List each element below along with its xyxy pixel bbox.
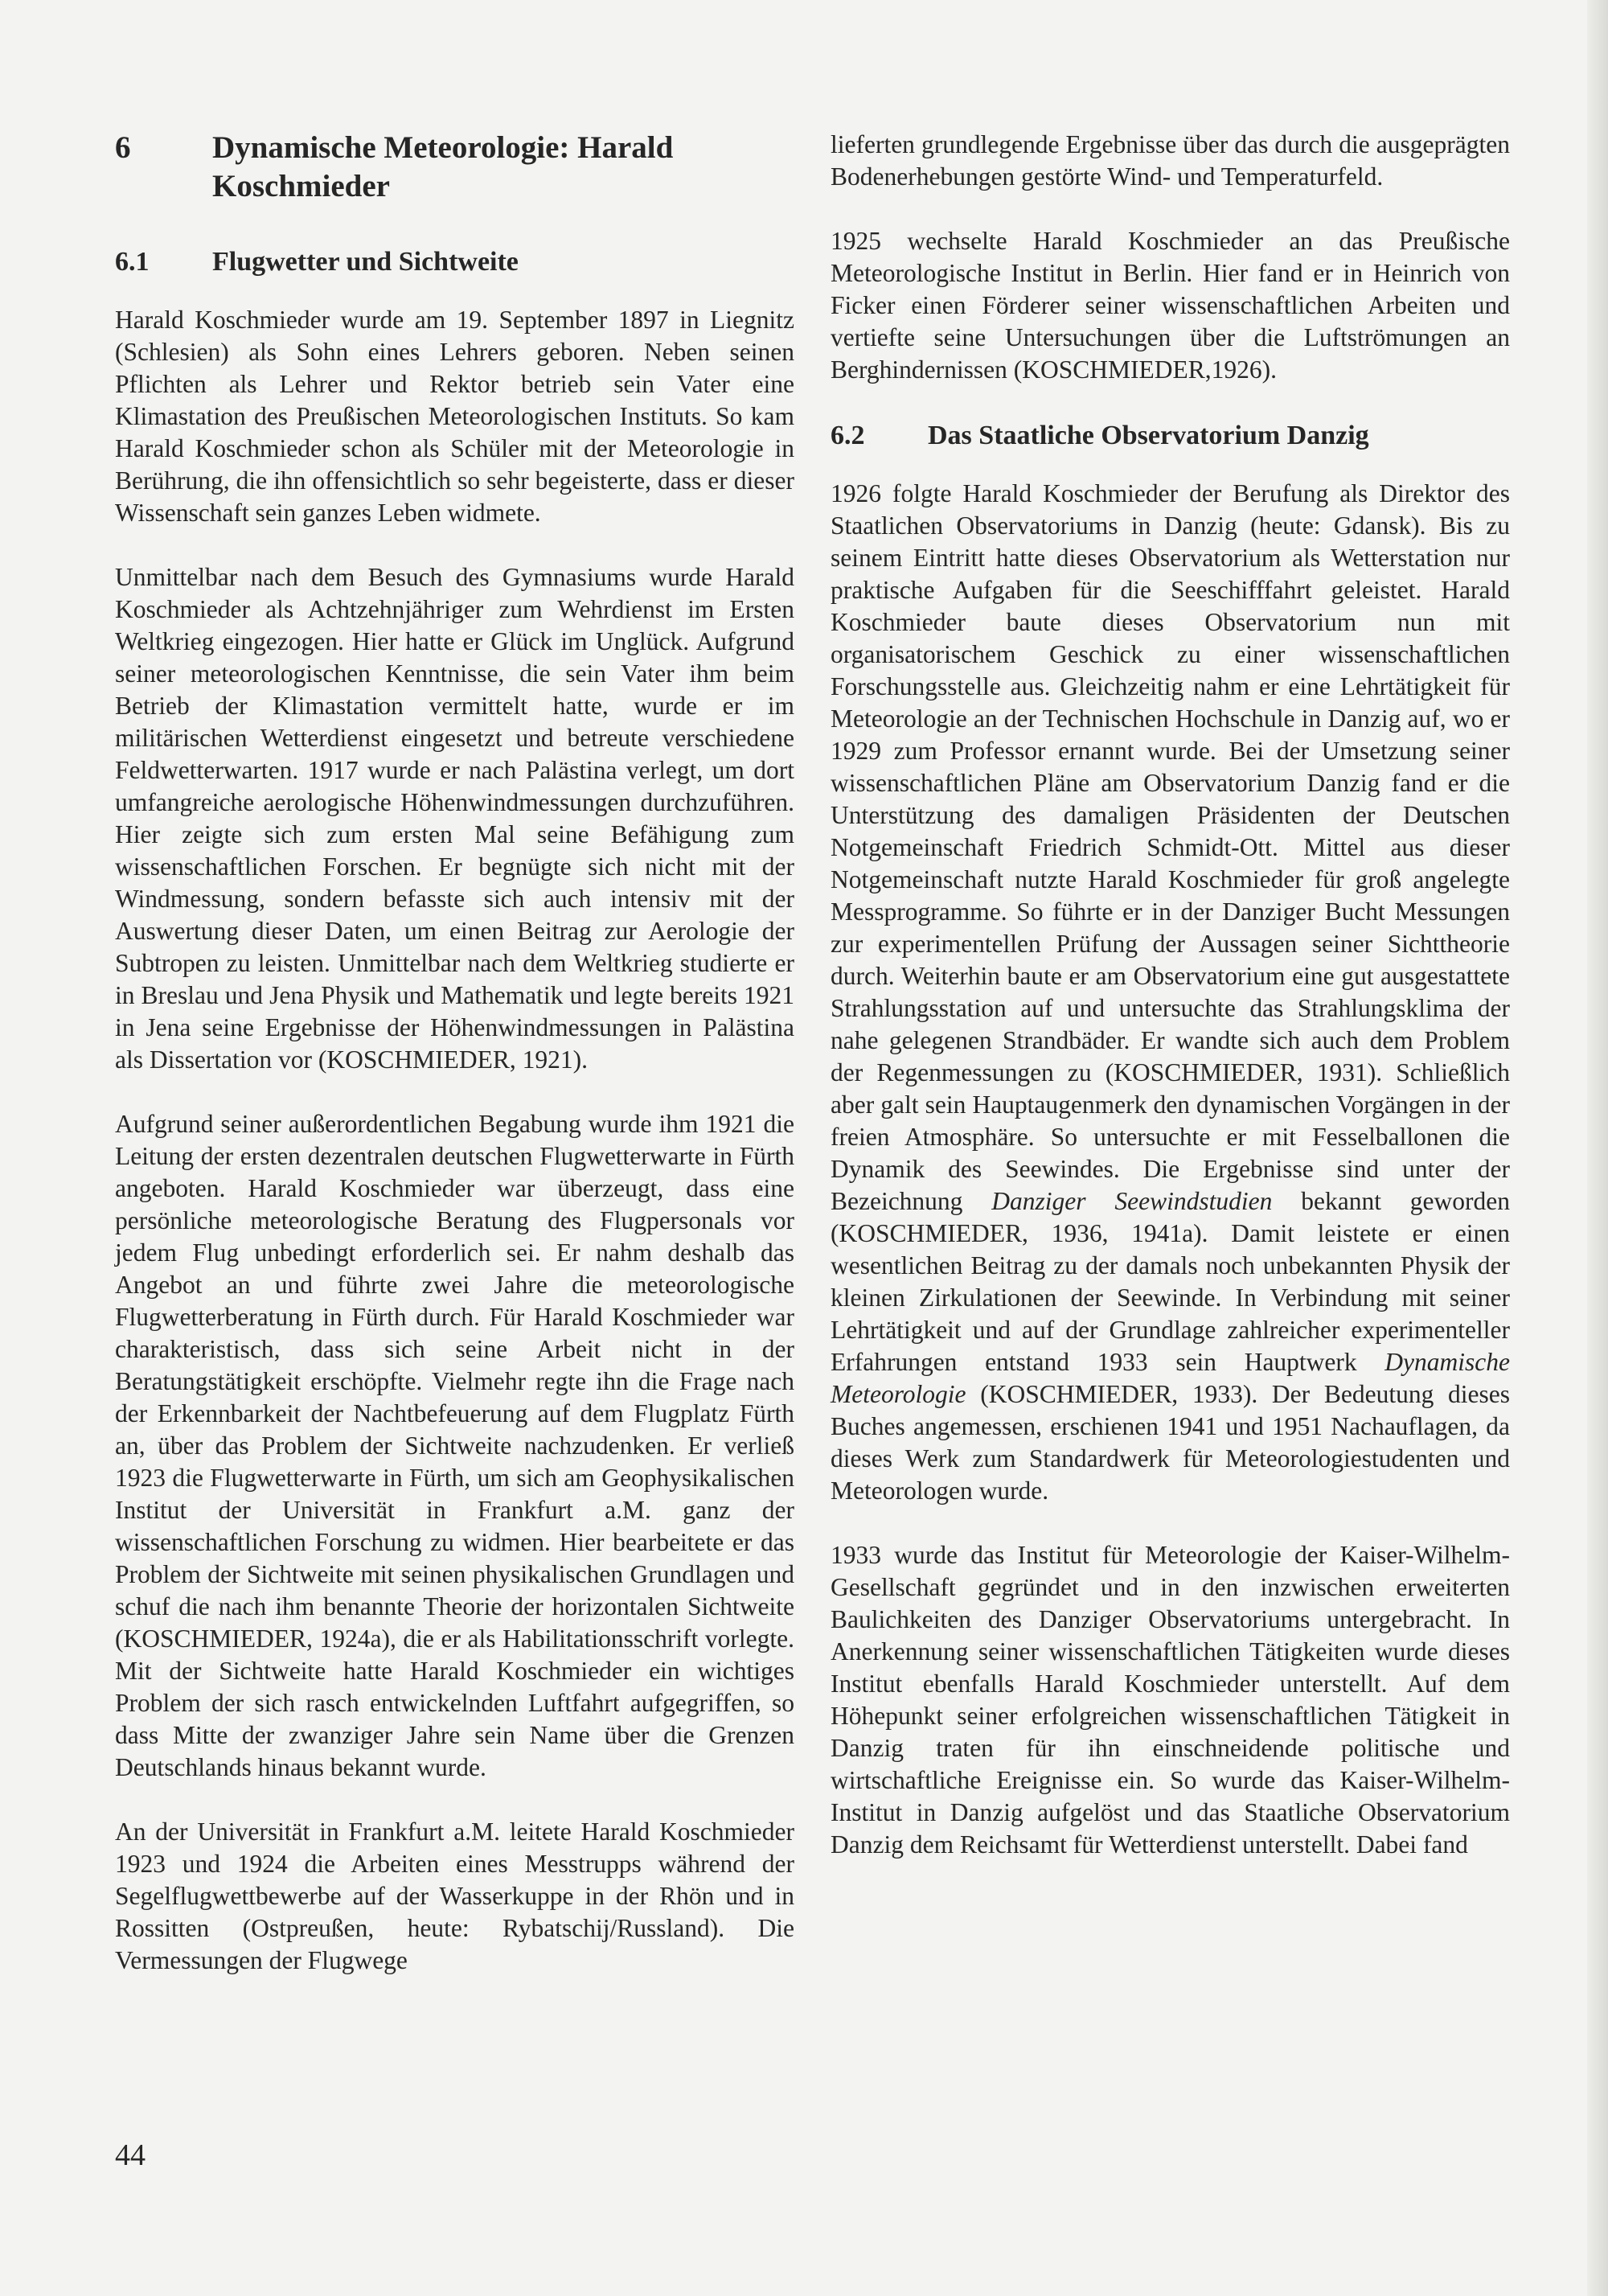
chapter-title: Dynamische Meteorologie: Harald Koschmieder: [212, 130, 674, 203]
paragraph: An der Universität in Frankfurt a.M. leitete Harald Koschmieder 1923 und 1924 die Arbeiten eines Messtrupps während der Segelflugwettbewerbe auf der Wasserkuppe in der Rhön und in Rossitten (Ostpreußen, heute: Rybatschij/Russland). Die Vermessungen der Flugwege: [115, 1817, 794, 1974]
italic-title: Danziger Seewindstudien: [991, 1187, 1273, 1215]
section-number: 6.1: [115, 247, 150, 277]
section-number: 6.2: [831, 421, 865, 450]
section-heading-6-1: [115, 244, 794, 280]
chapter-heading: [115, 129, 794, 206]
paragraph: 1925 wechselte Harald Koschmieder an das Preußische Meteorologische Institut in Berlin. Hier fand er in Heinrich von Ficker einen Förderer seiner wissenschaftlichen Arbeiten und vertiefte seine Untersuchungen über die Luftströmungen an Berghindernissen (KOSCHMIEDER,1926).: [831, 227, 1510, 384]
text-run: 1926 folgte Harald Koschmieder der Berufung als Direktor des Staatlichen Observatoriums in Danzig (heute: Gdansk). Bis zu seinem Eintritt hatte dieses Observatorium als Wetterstation nur praktische Aufgaben für die Seeschifffahrt geleistet. Harald Koschmieder baute dieses Observatorium nun mit organisatorischem Geschick zu einer wissenschaftlichen Forschungsstelle aus. Gleichzeitig nahm er eine Lehrtätigkeit für Meteorologie an der Technischen Hochschule in Danzig auf, wo er 1929 zum Professor ernannt wurde. Bei der Umsetzung seiner wissenschaftlichen Pläne am Observatorium Danzig fand er die Unterstützung des damaligen Präsidenten der Deutschen Notgemeinschaft Friedrich Schmidt-Ott. Mittel aus dieser Notgemeinschaft nutzte Harald Koschmieder für groß angelegte Messprogramme. So führte er in der Danziger Bucht Messungen zur experimentellen Prüfung der Aussagen seiner Sichttheorie durch. Weiterhin baute er am Observatorium eine gut ausgestattete Strahlungsstation auf und untersuchte das Strahlungsklima der nahe gelegenen Strandbäder. Er wandte sich auch dem Problem der Regenmessungen zu (KOSCHMIEDER, 1931). Schließlich aber galt sein Hauptaugenmerk den dynamischen Vorgängen in der freien Atmosphäre. So untersuchte er mit Fesselballonen die Dynamik des Seewindes. Die Ergebnisse sind unter der Bezeichnung: [831, 479, 1510, 1215]
text-run: (KOSCHMIEDER, 1933). Der Bedeutung dieses Buches angemessen, erschienen 1941 und 1951 Nachauflagen, da dieses Werk zum Standardwerk für Meteorologiestudenten und Meteorologen wurde.: [831, 1380, 1511, 1505]
paragraph: lieferten grundlegende Ergebnisse über das durch die ausgeprägten Bodenerhebungen gestörte Wind- und Temperaturfeld.: [831, 130, 1510, 191]
text-run: bekannt geworden (KOSCHMIEDER, 1936, 1941a). Damit leistete er einen wesentlichen Beitrag zu der damals noch unbekannten Physik der kleinen Zirkulationen der Seewinde. In Verbindung mit seiner Lehrtätigkeit und auf der Grundlage zahlreicher experimenteller Erfahrungen entstand 1933 sein Hauptwerk: [831, 1187, 1511, 1376]
page-edge-shadow: [1587, 0, 1608, 2296]
page-number: 44: [115, 2138, 146, 2172]
right-column: [831, 129, 1510, 1893]
italic-title: Dynamische Meteorologie: [831, 1348, 1510, 1408]
left-column: [115, 129, 794, 2009]
paragraph: [831, 478, 1510, 1507]
paragraph: 1933 wurde das Institut für Meteorologie der Kaiser-Wilhelm-Gesellschaft gegründet und in den inzwischen erweiterten Baulichkeiten des Danziger Observatoriums untergebracht. In Anerkennung seiner wissenschaftlichen Tätigkeiten wurde dieses Institut ebenfalls Harald Koschmieder unterstellt. Auf dem Höhepunkt seiner erfolgreichen wissenschaftlichen Tätigkeit in Danzig traten für ihn einschneidende politische und wirtschaftliche Ereignisse ein. So wurde das Kaiser-Wilhelm-Institut in Danzig aufgelöst und das Staatliche Observatorium Danzig dem Reichsamt für Wetterdienst unterstellt. Dabei fand: [831, 1541, 1510, 1859]
section-title: Das Staatliche Observatorium Danzig: [928, 421, 1369, 450]
paragraph: Harald Koschmieder wurde am 19. September 1897 in Liegnitz (Schlesien) als Sohn eines Lehrers geboren. Neben seinen Pflichten als Lehrer und Rektor betrieb sein Vater eine Klimastation des Preußischen Meteorologischen Instituts. So kam Harald Koschmieder schon als Schüler mit der Meteorologie in Berührung, die ihn offensichtlich so sehr begeisterte, dass er dieser Wissenschaft sein ganzes Leben widmete.: [115, 306, 794, 527]
section-heading-6-2: [831, 418, 1510, 454]
section-title: Flugwetter und Sichtweite: [212, 247, 519, 277]
chapter-number: 6: [115, 130, 131, 165]
paragraph: Unmittelbar nach dem Besuch des Gymnasiums wurde Harald Koschmieder als Achtzehnjähriger zum Wehrdienst im Ersten Weltkrieg eingezogen. Hier hatte er Glück im Unglück. Aufgrund seiner meteorologischen Kenntnisse, die sein Vater ihm beim Betrieb der Klimastation vermittelt hatte, wurde er im militärischen Wetterdienst eingesetzt und betreute verschiedene Feldwetterwarten. 1917 wurde er nach Palästina verlegt, um dort umfangreiche aerologische Höhenwindmessungen durchzuführen. Hier zeigte sich zum ersten Mal seine Befähigung zum wissenschaftlichen Forschen. Er begnügte sich nicht mit der Windmessung, sondern befasste sich auch intensiv mit der Auswertung dieser Daten, um einen Beitrag zur Aerologie der Subtropen zu leisten. Unmittelbar nach dem Weltkrieg studierte er in Breslau und Jena Physik und Mathematik und legte bereits 1921 in Jena seine Ergebnisse der Höhenwindmessungen in Palästina als Dissertation vor (KOSCHMIEDER, 1921).: [115, 563, 794, 1074]
paragraph: Aufgrund seiner außerordentlichen Begabung wurde ihm 1921 die Leitung der ersten dezentralen deutschen Flugwetterwarte in Fürth angeboten. Harald Koschmieder war überzeugt, dass eine persönliche meteorologische Beratung des Flugpersonals vor jedem Flug unbedingt erforderlich sei. Er nahm deshalb das Angebot an und führte zwei Jahre die meteorologische Flugwetterberatung in Fürth durch. Für Harald Koschmieder war charakteristisch, dass sich seine Arbeit nicht in der Beratungstätigkeit erschöpfte. Vielmehr regte ihn die Frage nach der Erkennbarkeit der Nachtbefeuerung auf dem Flugplatz Fürth an, über das Problem der Sichtweite nachzudenken. Er verließ 1923 die Flugwetterwarte in Fürth, um sich am Geophysikalischen Institut der Universität in Frankfurt a.M. ganz der wissenschaftlichen Forschung zu widmen. Hier bearbeitete er das Problem der Sichtweite mit seinen physikalischen Grundlagen und schuf die nach ihm benannte Theorie der horizontalen Sichtweite (KOSCHMIEDER, 1924a), die er als Habilitationsschrift vorlegte. Mit der Sichtweite hatte Harald Koschmieder ein wichtiges Problem der sich rasch entwickelnden Luftfahrt aufgegriffen, so dass Mitte der zwanziger Jahre sein Name über die Grenzen Deutschlands hinaus bekannt wurde.: [115, 1110, 794, 1781]
